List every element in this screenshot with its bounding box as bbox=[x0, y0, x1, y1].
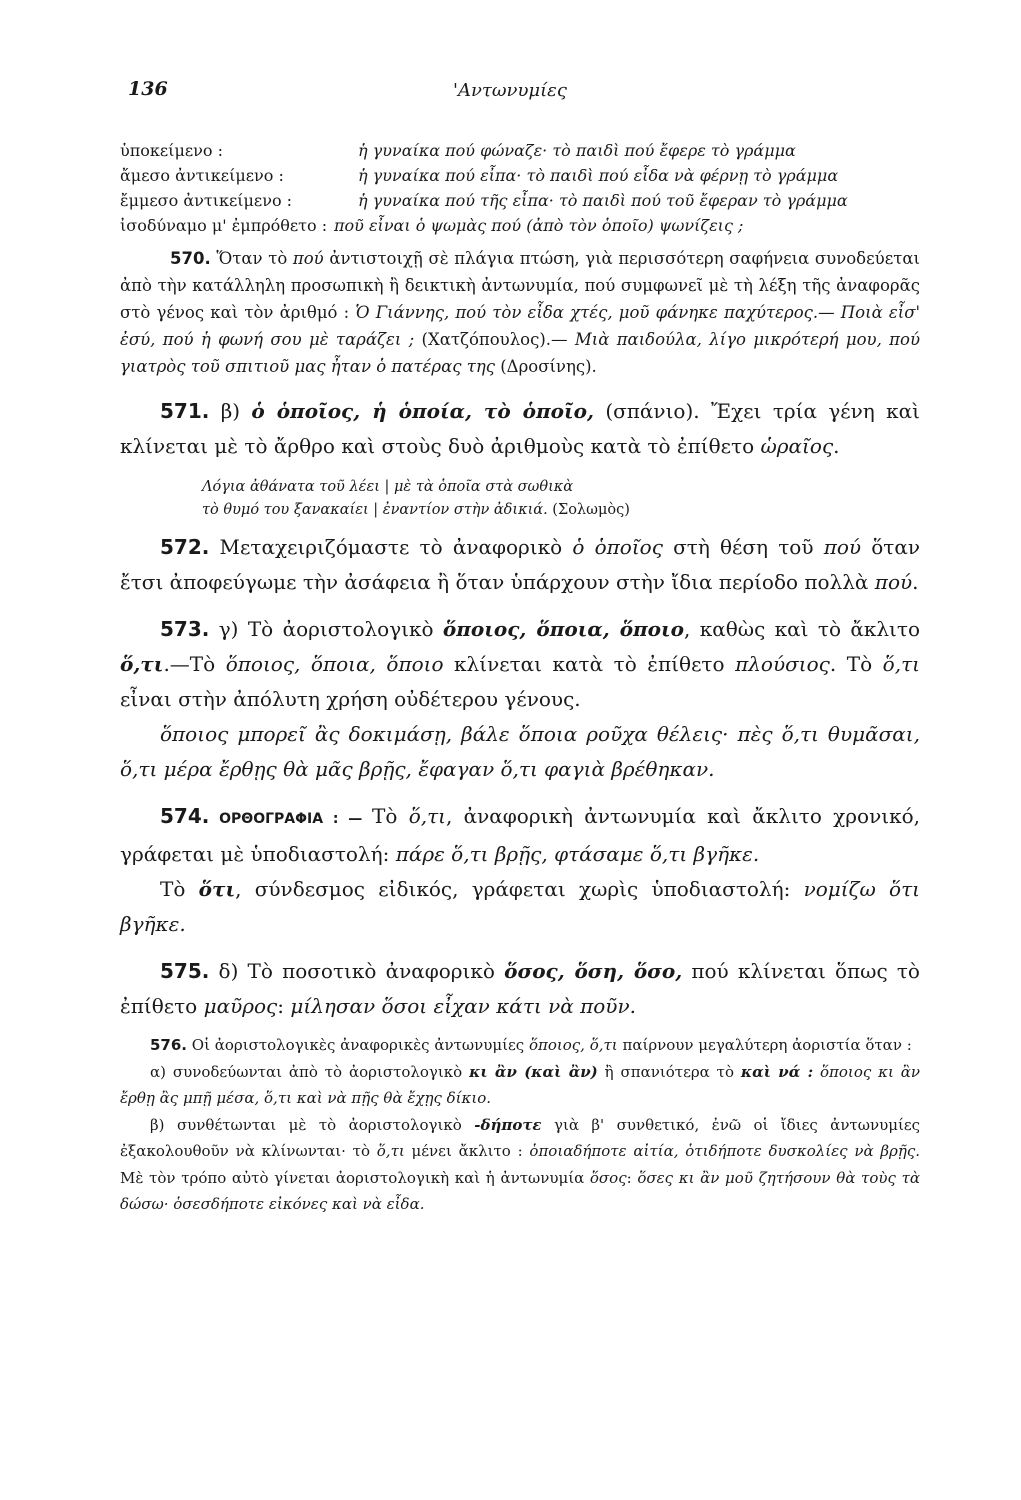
example-sentence: ἡ γυναίκα πού τῆς εἶπα· τὸ παιδὶ πού τοῦ ἔφεραν τὸ γράμμα bbox=[358, 191, 848, 210]
example-quote: Ὁ Γιάννης, πού τὸν εἶδα χτές, μοῦ φάνηκε παχύτερος.— Ποιὰ εἶσ' ἐσύ, πού ἡ φωνή σου μὲ ταράζει ; bbox=[120, 303, 920, 349]
paragraph-575: 575. δ) Τὸ ποσοτικὸ ἀναφορικὸ ὅσος, ὅση, ὅσο, πού κλίνεται ὅπως τὸ ἐπίθετο μαῦρος: μίλησαν ὅσοι εἶχαν κάτι νὰ ποῦν. bbox=[120, 959, 920, 1018]
pronoun-forms: ὁ ὁποῖος, ἡ ὁποία, τὸ ὁποῖο, bbox=[251, 399, 594, 423]
paragraph-number: 572. bbox=[160, 535, 210, 559]
spelling-label: ΟΡΘΟΓΡΑΦΙΑ : — bbox=[209, 811, 373, 827]
example-quote: ὁποιαδήποτε αἰτία, ὁτιδήποτε δυσκολίες νὰ βρῇς. bbox=[529, 1142, 921, 1160]
source-citation: (Χατζόπουλος).— bbox=[414, 330, 575, 349]
paragraph-number: 571. bbox=[160, 399, 210, 423]
example-quote: μίλησαν ὅσοι εἶχαν κάτι νὰ ποῦν. bbox=[290, 994, 636, 1018]
pronoun-forms: ὅσος, ὅση, ὅσο, bbox=[504, 959, 683, 983]
paragraph-574: 574. ΟΡΘΟΓΡΑΦΙΑ : — Τὸ ὅ,τι, ἀναφορικὴ ἀντωνυμία καὶ ἄκλιτο χρονικό, γράφεται μὲ ὑποδιαστολή: πάρε ὅ,τι βρῇς, φτάσαμε ὅ,τι βγῆκε. bbox=[120, 804, 920, 866]
example-term: ἄμεσο ἀντικείμενο : bbox=[120, 166, 284, 185]
examples-table bbox=[120, 138, 920, 238]
example-sentence: ποῦ εἶναι ὁ ψωμὰς πού (ἀπὸ τὸν ὁποῖο) ψωνίζεις ; bbox=[334, 216, 744, 235]
paragraph-571: 571. β) ὁ ὁποῖος, ἡ ὁποία, τὸ ὁποῖο, (σπάνιο). Ἔχει τρία γένη καὶ κλίνεται μὲ τὸ ἄρθρο καὶ στοὺς δυὸ ἀριθμοὺς κατὰ τὸ ἐπίθετο ὡραῖος. bbox=[120, 399, 920, 458]
example-row bbox=[120, 213, 920, 238]
example-term: ὑποκείμενο : bbox=[120, 141, 223, 160]
example-quote: νομίζω ὅτι βγῆκε. bbox=[120, 877, 920, 936]
paragraph-576-b: β) συνθέτωνται μὲ τὸ ἀοριστολογικὸ -δήποτε γιὰ β' συνθετικό, ἐνῶ οἱ ἴδιες ἀντωνυμίες ἐξακολουθοῦν νὰ κλίνωνται· τὸ ὅ,τι μένει ἄκλιτο : ὁποιαδήποτε αἰτία, ὁτιδήποτε δυσκολίες νὰ βρῇς. Μὲ τὸν τρόπο αὐτὸ γίνεται ἀοριστολογικὴ καὶ ἡ ἀντωνυμία ὅσος: ὅσες κι ἂν μοῦ ζητήσουν θὰ τοὺς τὰ δώσω· ὁσεσδήποτε εἰκόνες καὶ νὰ εἶδα. bbox=[120, 1115, 921, 1213]
running-title: 'Αντωνυμίες bbox=[453, 80, 567, 101]
source-citation: (Δροσίνης). bbox=[494, 357, 597, 376]
paragraph-573: 573. γ) Τὸ ἀοριστολογικὸ ὅποιος, ὅποια, ὅποιο, καθὼς καὶ τὸ ἄκλιτο ὅ,τι.—Τὸ ὅποιος, ὅποια, ὅποιο κλίνεται κατὰ τὸ ἐπίθετο πλούσιος. Τὸ ὅ,τι εἶναι στὴν ἀπόλυτη χρήση οὐδέτερου γένους. bbox=[120, 617, 920, 711]
poem-quote bbox=[202, 476, 920, 522]
example-row bbox=[120, 138, 920, 163]
example-quote: ὅποιος κι ἂν ἔρθῃ ἂς μπῇ μέσα, ὅ,τι καὶ νὰ πῇς θὰ ἔχῃς δίκιο. bbox=[120, 1062, 920, 1107]
paragraph-576: 576. Οἱ ἀοριστολογικὲς ἀναφορικὲς ἀντωνυμίες ὅποιος, ὅ,τι παίρνουν μεγαλύτερη ἀοριστία ὅταν : bbox=[150, 1036, 912, 1054]
paragraph-number: 573. bbox=[160, 617, 210, 641]
poem-source: (Σολωμὸς) bbox=[547, 502, 630, 518]
page-number: 136 bbox=[128, 78, 168, 100]
example-quote: ὅσες κι ἂν μοῦ ζητήσουν θὰ τοὺς τὰ δώσω· ὁσεσδήποτε εἰκόνες καὶ νὰ εἶδα. bbox=[120, 1168, 920, 1213]
example-sentence: ἡ γυναίκα πού εἶπα· τὸ παιδὶ πού εἶδα νὰ φέρνῃ τὸ γράμμα bbox=[358, 166, 839, 185]
paragraph-576-a: α) συνοδεύωνται ἀπὸ τὸ ἀοριστολογικὸ κι ἂν (καὶ ἂν) ἢ σπανιότερα τὸ καὶ νά : ὅποιος κι ἂν ἔρθῃ ἂς μπῇ μέσα, ὅ,τι καὶ νὰ πῇς θὰ ἔχῃς δίκιο. bbox=[120, 1062, 920, 1107]
page-header bbox=[128, 78, 908, 108]
paragraph-570: 570. Ὅταν τὸ πού ἀντιστοιχῇ σὲ πλάγια πτώση, γιὰ περισσότερη σαφήνεια συνοδεύεται ἀπὸ τὴν κατάλληλη προσωπικὴ ἢ δεικτικὴ ἀντωνυμία, πού συμφωνεῖ μὲ τὴ λέξη τῆς ἀναφορᾶς στὸ γένος καὶ τὸν ἀριθμό : Ὁ Γιάννης, πού τὸν εἶδα χτές, μοῦ φάνηκε παχύτερος.— Ποιὰ εἶσ' ἐσύ, πού ἡ φωνή σου μὲ ταράζει ; (Χατζόπουλος).— Μιὰ παιδούλα, λίγο μικρότερή μου, πού γιατρὸς τοῦ σπιτιοῦ μας ἦταν ὁ πατέρας της (Δροσίνης). bbox=[120, 249, 920, 376]
example-sentence: ἡ γυναίκα πού φώναζε· τὸ παιδὶ πού ἔφερε τὸ γράμμα bbox=[358, 141, 796, 160]
poem-line: τὸ θυμό του ξανακαίει | ἐναντίον στὴν ἀδικιά. (Σολωμὸς) bbox=[202, 502, 630, 518]
paragraph-number: 570. bbox=[170, 249, 211, 268]
paragraph-number: 574. bbox=[160, 804, 210, 828]
page-body bbox=[120, 138, 920, 1218]
example-row bbox=[120, 188, 920, 213]
paragraph-572: 572. Μεταχειριζόμαστε τὸ ἀναφορικὸ ὁ ὁποῖος στὴ θέση τοῦ πού ὅταν ἔτσι ἀποφεύγωμε τὴν ἀσάφεια ἢ ὅταν ὑπάρχουν στὴν ἴδια περίοδο πολλὰ πού. bbox=[120, 535, 920, 594]
example-term: ἔμμεσο ἀντικείμενο : bbox=[120, 191, 293, 210]
paragraph-number: 575. bbox=[160, 959, 210, 983]
example-term: ἰσοδύναμο μ' ἐμπρόθετο : bbox=[120, 216, 328, 235]
example-quote: πάρε ὅ,τι βρῇς, φτάσαμε ὅ,τι βγῆκε. bbox=[395, 842, 760, 866]
example-quote: Μιὰ παιδούλα, λίγο μικρότερή μου, πού γιατρὸς τοῦ σπιτιοῦ μας ἦταν ὁ πατέρας της bbox=[120, 330, 920, 376]
example-row bbox=[120, 163, 920, 188]
paragraph-574-cont: Τὸ ὅτι, σύνδεσμος εἰδικός, γράφεται χωρὶς ὑποδιαστολή: νομίζω ὅτι βγῆκε. bbox=[120, 877, 920, 936]
poem-line: Λόγια ἀθάνατα τοῦ λέει | μὲ τὰ ὁποῖα στὰ σωθικὰ bbox=[202, 479, 574, 495]
paragraph-573-examples: ὅποιος μπορεῖ ἂς δοκιμάσῃ, βάλε ὅποια ροῦχα θέλεις· πὲς ὅ,τι θυμᾶσαι, ὅ,τι μέρα ἔρθῃς θὰ μᾶς βρῇς, ἔφαγαν ὅ,τι φαγιὰ βρέθηκαν. bbox=[120, 722, 920, 781]
paragraph-number: 576. bbox=[150, 1036, 188, 1054]
pronoun-forms: ὅποιος, ὅποια, ὅποιο bbox=[442, 617, 685, 641]
